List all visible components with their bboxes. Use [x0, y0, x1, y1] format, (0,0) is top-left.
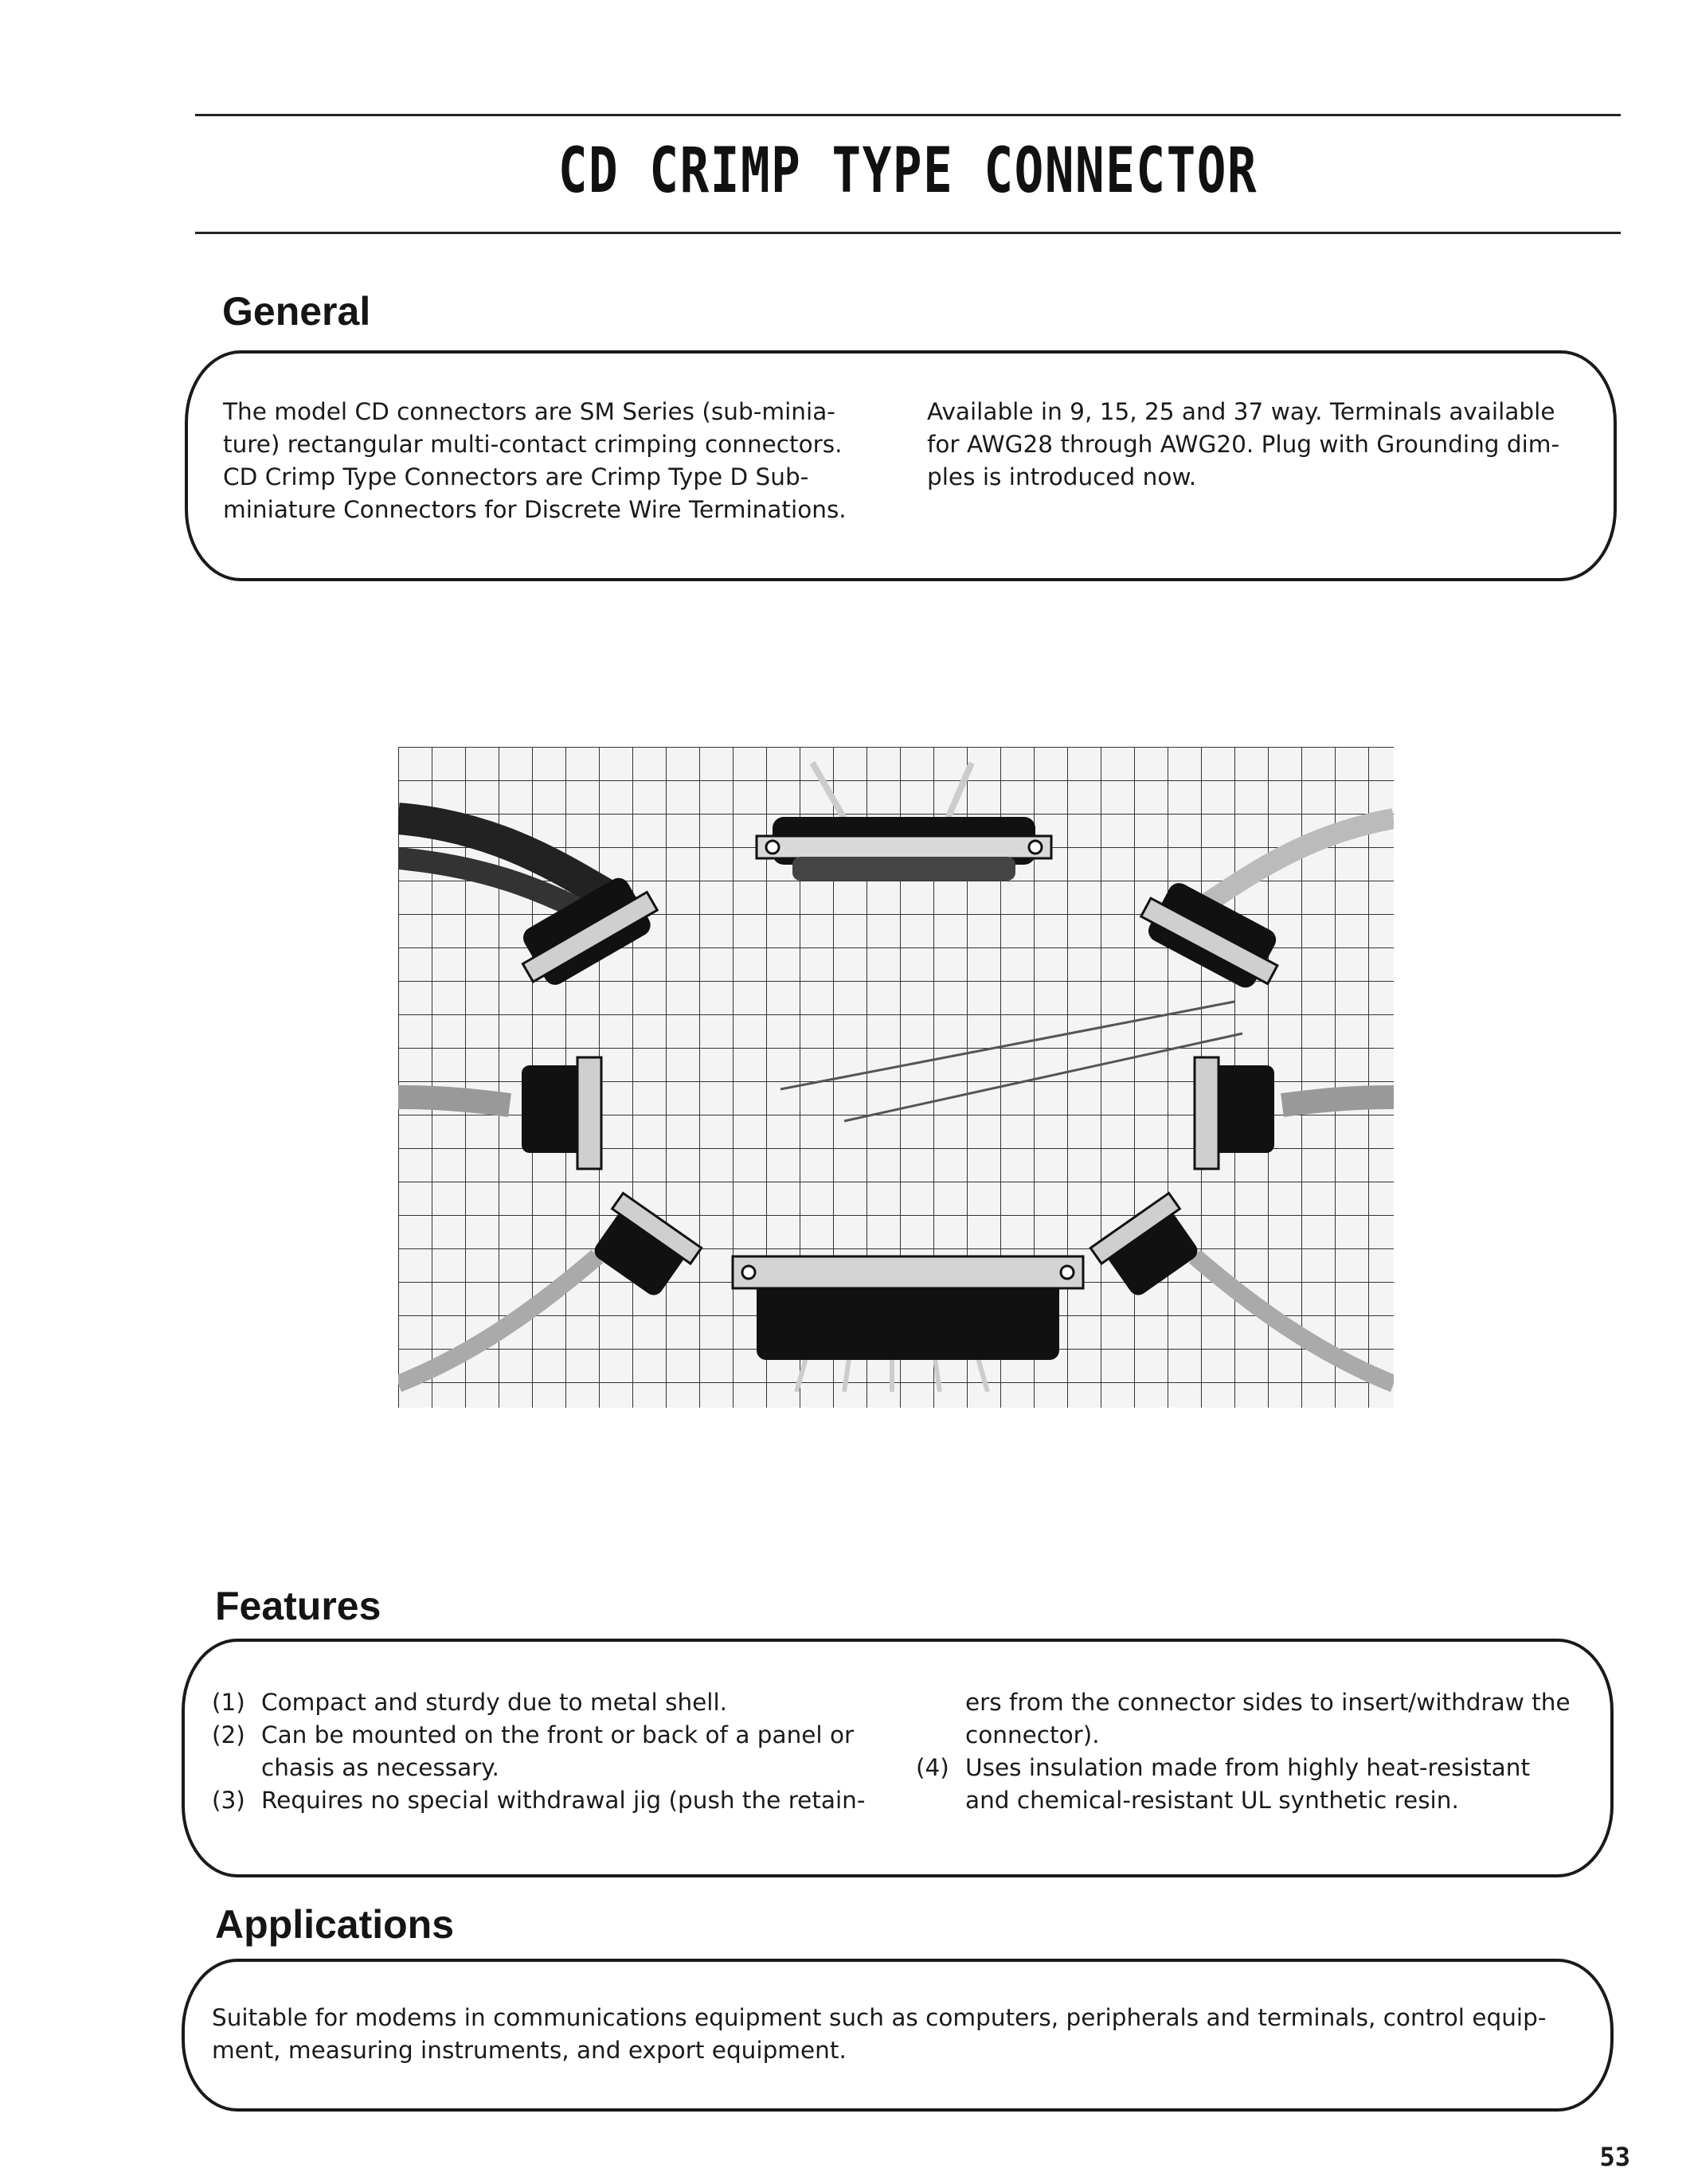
feature-line: and chemical-resistant UL synthetic resin. [965, 1787, 1459, 1814]
top-rule [195, 114, 1621, 116]
features-panel [182, 1639, 1614, 1877]
applications-text [212, 2002, 1546, 2067]
general-heading: General [222, 289, 371, 334]
connector-top-37-way [757, 817, 1051, 881]
general-left-column [223, 396, 847, 526]
general-left-line: CD Crimp Type Connectors are Crimp Type D Sub- [223, 463, 809, 490]
feature-line: ers from the connector sides to insert/withdraw the [965, 1689, 1571, 1716]
feature-line: (1) Compact and sturdy due to metal shell. [212, 1689, 728, 1716]
connector-photo [398, 747, 1394, 1408]
applications-line: Suitable for modems in communications equipment such as computers, peripherals and terminals, control equip- [212, 2004, 1547, 2031]
general-right-line: ples is introduced now. [927, 463, 1197, 490]
general-right-column [927, 396, 1559, 494]
feature-line: (2) Can be mounted on the front or back of a panel or [212, 1721, 855, 1748]
page-title: CD CRIMP TYPE CONNECTOR [557, 135, 1258, 207]
features-heading: Features [215, 1584, 381, 1628]
features-left-column [212, 1686, 866, 1817]
general-panel [185, 350, 1617, 581]
general-right-line: for AWG28 through AWG20. Plug with Grounding dim- [927, 431, 1560, 458]
applications-line: ment, measuring instruments, and export equipment. [212, 2037, 847, 2064]
applications-heading: Applications [215, 1902, 455, 1947]
feature-line: chasis as necessary. [261, 1754, 499, 1781]
feature-line: (3) Requires no special withdrawal jig (push the retain- [212, 1787, 866, 1814]
bottom-rule [195, 232, 1621, 234]
applications-panel [182, 1959, 1614, 2112]
general-right-line: Available in 9, 15, 25 and 37 way. Terminals available [927, 398, 1555, 425]
connector-right-15-way [1195, 1057, 1274, 1169]
page-number: 53 [1599, 2142, 1630, 2172]
connector-left-15-way [522, 1057, 601, 1169]
feature-line: connector). [965, 1721, 1100, 1748]
connector-bottom-37-way [733, 1256, 1083, 1360]
general-left-line: The model CD connectors are SM Series (sub-minia- [223, 398, 835, 425]
general-left-line: miniature Connectors for Discrete Wire Terminations. [223, 496, 847, 523]
features-right-column [916, 1686, 1571, 1817]
feature-line: (4) Uses insulation made from highly heat-resistant [916, 1754, 1531, 1781]
general-left-line: ture) rectangular multi-contact crimping connectors. [223, 431, 843, 458]
